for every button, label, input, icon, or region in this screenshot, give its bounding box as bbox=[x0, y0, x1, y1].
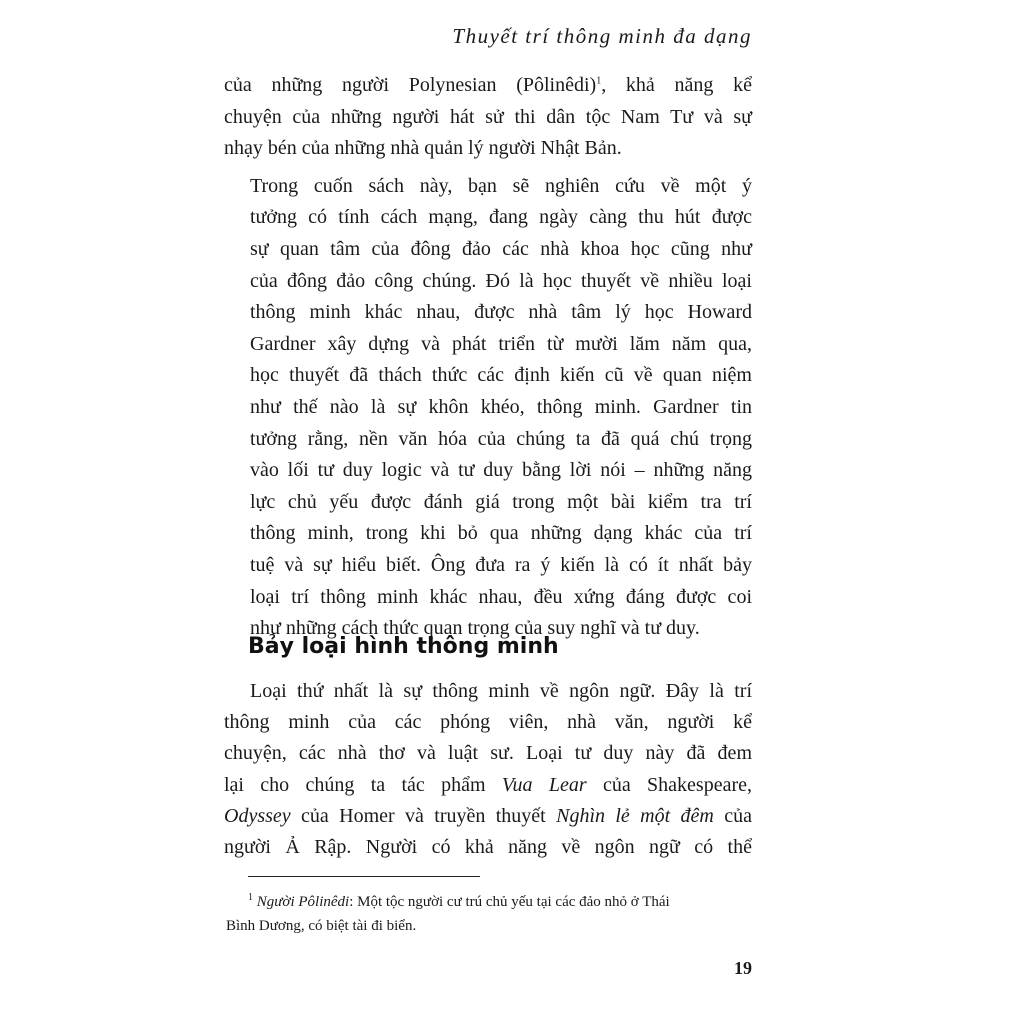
paragraph-2-line: Gardner xây dựng và phát triển từ mười lăm năm qua, bbox=[250, 332, 752, 355]
section-paragraph bbox=[224, 676, 752, 863]
title-nghin-le-mot-dem: Nghìn lẻ một đêm bbox=[556, 804, 714, 827]
title-vua-lear: Vua Lear bbox=[501, 773, 587, 796]
paragraph-2-line: như những cách thức quan trọng của suy nghĩ và tư duy. bbox=[250, 617, 700, 640]
paragraph-2-line: tuệ và sự hiểu biết. Ông đưa ra ý kiến là có ít nhất bảy bbox=[250, 553, 752, 576]
paragraph-1-line-3: nhạy bén của những nhà quản lý người Nhật Bản. bbox=[224, 137, 622, 160]
section-line-5 bbox=[224, 801, 752, 832]
paragraph-2 bbox=[224, 171, 752, 645]
title-odyssey: Odyssey bbox=[224, 804, 291, 827]
section-line-5-text-b: của bbox=[713, 804, 752, 827]
footnote-term: Người Pôlinêdi bbox=[256, 894, 350, 910]
section-line-6: người Ả Rập. Người có khả năng về ngôn ngữ có thể bbox=[224, 836, 752, 859]
paragraph-2-line: của đông đảo công chúng. Đó là học thuyết về nhiều loại bbox=[250, 269, 752, 292]
section-line-4-text-b: của Shakespeare, bbox=[586, 773, 753, 796]
paragraph-2-line: như thế nào là sự khôn khéo, thông minh. Gardner tin bbox=[250, 395, 752, 418]
paragraph-2-line: tưởng có tính cách mạng, đang ngày càng thu hút được bbox=[250, 206, 752, 229]
footnote-text-a: : Một tộc người cư trú chủ yếu tại các đảo nhỏ ở Thái bbox=[349, 894, 670, 910]
footnote bbox=[226, 890, 752, 938]
paragraph-2-line: học thuyết đã thách thức các định kiến cũ về quan niệm bbox=[250, 364, 752, 387]
section-heading: Bảy loại hình thông minh bbox=[248, 634, 559, 659]
paragraph-1-line-1-text: của những người Polynesian (Pôlinêdi) bbox=[224, 74, 597, 96]
paragraph-2-line: sự quan tâm của đông đảo các nhà khoa học cũng như bbox=[250, 237, 752, 260]
paragraph-1 bbox=[224, 70, 752, 165]
section-line-4 bbox=[224, 770, 752, 801]
paragraph-1-line-1-suffix: , khả năng kể bbox=[601, 74, 752, 96]
footnote-reference: 1 bbox=[596, 75, 602, 87]
footnote-line-1 bbox=[226, 890, 752, 914]
paragraph-2-line: thông minh, trong khi bỏ qua những dạng khác của trí bbox=[250, 522, 752, 545]
paragraph-2-line: Trong cuốn sách này, bạn sẽ nghiên cứu về một ý bbox=[250, 174, 752, 197]
section-line-2: thông minh của các phóng viên, nhà văn, người kể bbox=[224, 711, 752, 734]
footnote-line-2: Bình Dương, có biệt tài đi biển. bbox=[226, 918, 417, 934]
footnote-marker: 1 bbox=[248, 892, 253, 903]
page-number: 19 bbox=[734, 958, 752, 978]
paragraph-2-line: thông minh khác nhau, được nhà tâm lý học Howard bbox=[250, 301, 752, 324]
body-text bbox=[224, 70, 752, 645]
paragraph-2-line: vào lối tư duy logic và tư duy bằng lời nói – những năng bbox=[250, 459, 752, 482]
section-line-4-text-a: lại cho chúng ta tác phẩm bbox=[224, 773, 502, 796]
paragraph-1-line-1 bbox=[224, 70, 752, 102]
paragraph-2-line: tưởng rằng, nền văn hóa của chúng ta đã quá chú trọng bbox=[250, 427, 752, 450]
running-header: Thuyết trí thông minh đa dạng bbox=[452, 24, 752, 48]
paragraph-2-line: lực chủ yếu được đánh giá trong một bài kiểm tra trí bbox=[250, 490, 752, 513]
footnote-divider bbox=[248, 876, 480, 877]
section-line-5-text-a: của Homer và truyền thuyết bbox=[290, 804, 557, 827]
section-line-3: chuyện, các nhà thơ và luật sư. Loại tư duy này đã đem bbox=[224, 742, 752, 765]
paragraph-2-line: loại trí thông minh khác nhau, đều xứng đáng được coi bbox=[250, 585, 752, 608]
section-line-1: Loại thứ nhất là sự thông minh về ngôn ngữ. Đây là trí bbox=[250, 680, 752, 702]
paragraph-1-line-2: chuyện của những người hát sử thi dân tộc Nam Tư và sự bbox=[224, 105, 752, 128]
